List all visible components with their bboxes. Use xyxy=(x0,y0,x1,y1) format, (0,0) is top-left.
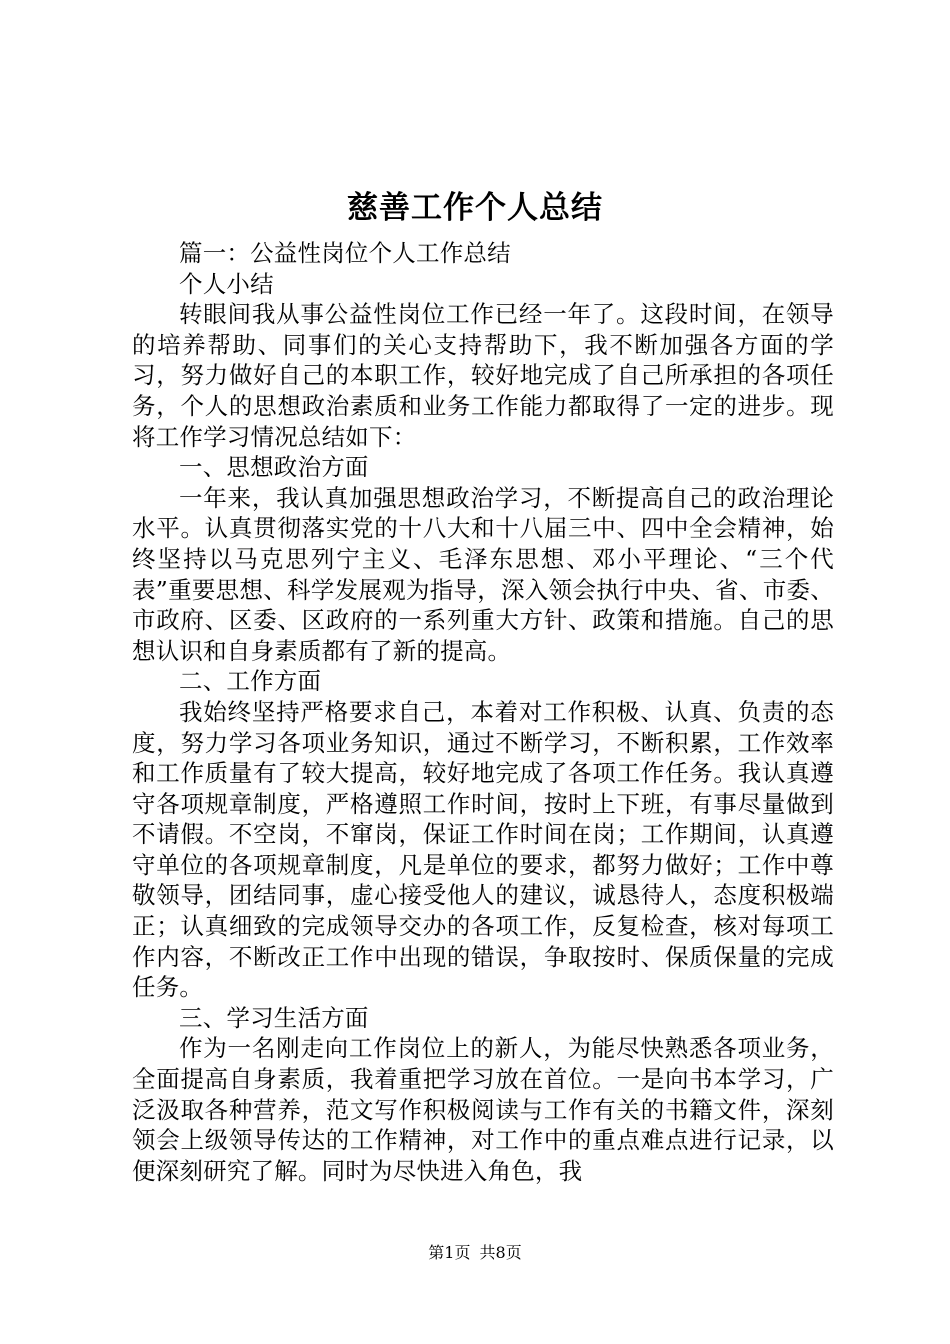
section-text-politics: 一年来，我认真加强思想政治学习，不断提高自己的政治理论水平。认真贯彻落实党的十八大和十八届三中、四中全会精神，始终坚持以马克思列宁主义、毛泽东思想、邓小平理论、“三个代表”重要思想、科学发展观为指导，深入领会执行中央、省、市委、市政府、区委、区政府的一系列重大方针、政策和措施。自己的思想认识和自身素质都有了新的提高。 xyxy=(132,483,834,665)
document-body xyxy=(132,238,834,1186)
document-subheading: 个人小结 xyxy=(179,269,274,298)
section-text-work: 我始终坚持严格要求自己，本着对工作积极、认真、负责的态度，努力学习各项业务知识，通过不断学习，不断积累，工作效率和工作质量有了较大提高，较好地完成了各项工作任务。我认真遵守各项规章制度，严格遵照工作时间，按时上下班，有事尽量做到不请假。不空岗，不窜岗，保证工作时间在岗；工作期间，认真遵守单位的各项规章制度，凡是单位的要求，都努力做好；工作中尊敬领导，团结同事，虚心接受他人的建议，诚恳待人，态度积极端正；认真细致的完成领导交办的各项工作，反复检查，核对每项工作内容，不断改正工作中出现的错误，争取按时、保质保量的完成任务。 xyxy=(132,697,834,1002)
page-total: 共8页 xyxy=(479,1243,522,1262)
section-heading-work: 二、工作方面 xyxy=(179,667,322,696)
section-heading-study: 三、学习生活方面 xyxy=(179,1003,369,1032)
intro-paragraph: 转眼间我从事公益性岗位工作已经一年了。这段时间，在领导的培养帮助、同事们的关心支持帮助下，我不断加强各方面的学习，努力做好自己的本职工作，较好地完成了自己所承担的各项任务，个人的思想政治素质和业务工作能力都取得了一定的进步。现将工作学习情况总结如下： xyxy=(132,300,834,451)
document-subtitle: 篇一：公益性岗位个人工作总结 xyxy=(179,239,511,267)
section-heading-politics: 一、思想政治方面 xyxy=(179,453,369,482)
section-text-study: 作为一名刚走向工作岗位上的新人，为能尽快熟悉各项业务，全面提高自身素质，我着重把学习放在首位。一是向书本学习，广泛汲取各种营养，范文写作积极阅读与工作有关的书籍文件，深刻领会上级领导传达的工作精神，对工作中的重点难点进行记录，以便深刻研究了解。同时为尽快进入角色，我 xyxy=(132,1034,834,1185)
page-footer xyxy=(0,1242,950,1264)
page-number: 第1页 xyxy=(428,1243,471,1262)
document-title: 慈善工作个人总结 xyxy=(347,190,603,226)
